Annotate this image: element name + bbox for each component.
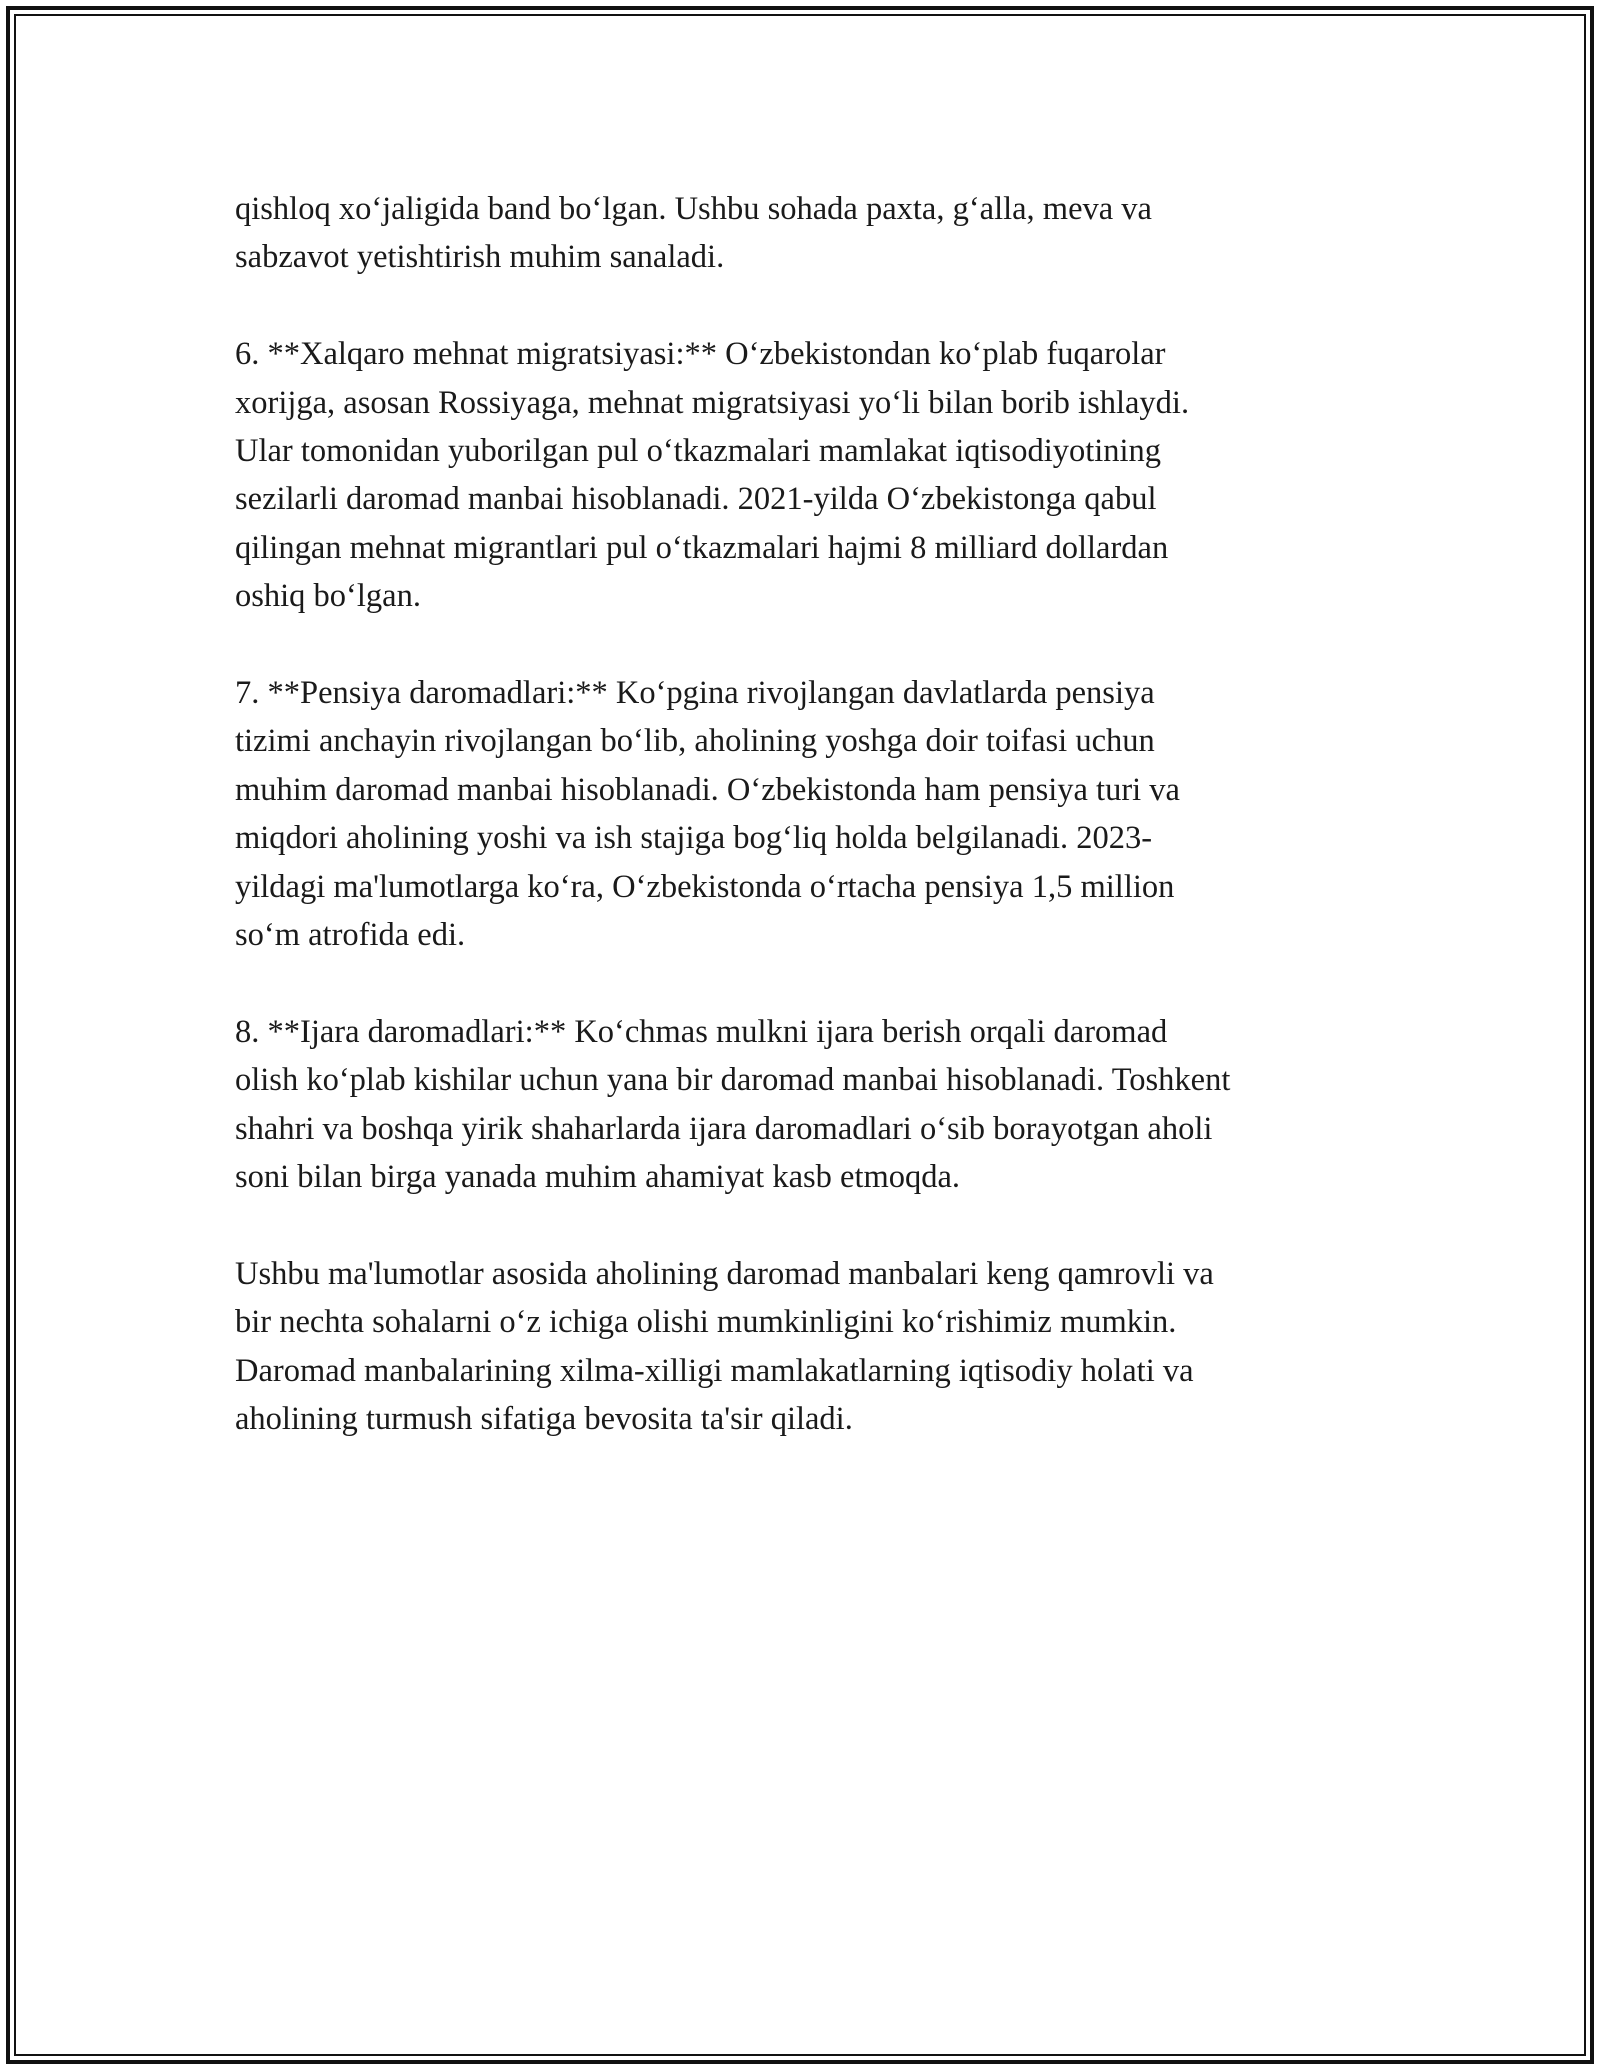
text-line: soni bilan birga yanada muhim ahamiyat kasb etmoqda.	[235, 1159, 961, 1196]
text-line: miqdori aholining yoshi va ish stajiga bog‘liq holda belgilanadi. 2023-	[235, 820, 1153, 857]
paragraph-pension-income	[235, 669, 1365, 959]
text-line: 8. **Ijara daromadlari:** Ko‘chmas mulkni ijara berish orqali daromad	[235, 1013, 1168, 1050]
paragraph-labor-migration	[235, 330, 1365, 620]
text-line: 7. **Pensiya daromadlari:** Ko‘pgina rivojlangan davlatlarda pensiya	[235, 675, 1155, 712]
text-line: shahri va boshqa yirik shaharlarda ijara daromadlari o‘sib borayotgan aholi	[235, 1110, 1213, 1147]
text-line: Ular tomonidan yuborilgan pul o‘tkazmalari mamlakat iqtisodiyotining	[235, 433, 1162, 470]
text-line: qilingan mehnat migrantlari pul o‘tkazmalari hajmi 8 milliard dollardan	[235, 529, 1169, 566]
text-line: Ushbu ma'lumotlar asosida aholining daromad manbalari keng qamrovli va	[235, 1255, 1214, 1292]
text-line: sezilarli daromad manbai hisoblanadi. 2021-yilda O‘zbekistonga qabul	[235, 481, 1157, 518]
text-line: sabzavot yetishtirish muhim sanaladi.	[235, 239, 725, 276]
text-line: Daromad manbalarining xilma-xilligi mamlakatlarning iqtisodiy holati va	[235, 1352, 1194, 1389]
paragraph-agriculture-continued	[235, 185, 1365, 282]
text-line: 6. **Xalqaro mehnat migratsiyasi:** O‘zbekistondan ko‘plab fuqarolar	[235, 336, 1166, 373]
text-line: muhim daromad manbai hisoblanadi. O‘zbekistonda ham pensiya turi va	[235, 771, 1180, 808]
text-line: tizimi anchayin rivojlangan bo‘lib, aholining yoshga doir toifasi uchun	[235, 723, 1155, 760]
paragraph-conclusion	[235, 1250, 1365, 1444]
paragraph-rental-income	[235, 1008, 1365, 1202]
document-body	[235, 185, 1365, 1492]
text-line: xorijga, asosan Rossiyaga, mehnat migratsiyasi yo‘li bilan borib ishlaydi.	[235, 384, 1190, 421]
text-line: yildagi ma'lumotlarga ko‘ra, O‘zbekistonda o‘rtacha pensiya 1,5 million	[235, 868, 1175, 905]
text-line: bir nechta sohalarni o‘z ichiga olishi mumkinligini ko‘rishimiz mumkin.	[235, 1304, 1177, 1341]
text-line: aholining turmush sifatiga bevosita ta'sir qiladi.	[235, 1401, 853, 1438]
text-line: qishloq xo‘jaligida band bo‘lgan. Ushbu sohada paxta, g‘alla, meva va	[235, 191, 1152, 227]
text-line: olish ko‘plab kishilar uchun yana bir daromad manbai hisoblanadi. Toshkent	[235, 1062, 1231, 1099]
text-line: oshiq bo‘lgan.	[235, 578, 421, 615]
text-line: so‘m atrofida edi.	[235, 917, 466, 954]
